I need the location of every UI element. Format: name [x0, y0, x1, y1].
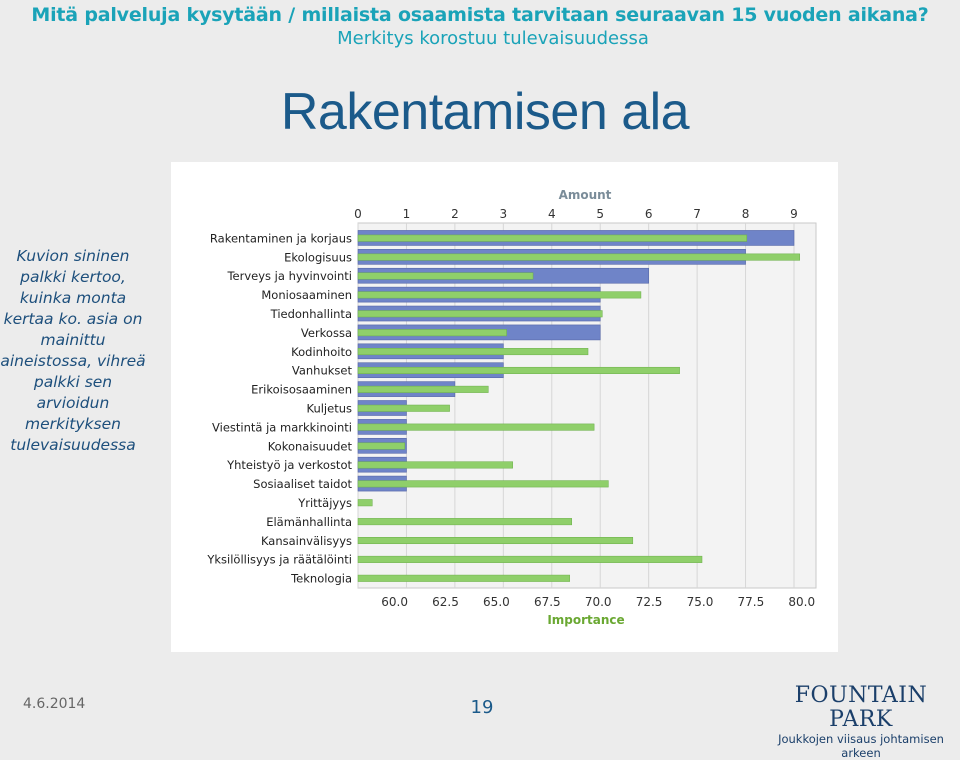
importance-bar — [358, 518, 572, 525]
importance-bar — [358, 386, 488, 393]
importance-bar — [358, 292, 641, 299]
category-label: Yrittäjyys — [298, 495, 352, 510]
category-label: Rakentaminen ja korjaus — [209, 231, 352, 246]
importance-bar — [358, 537, 633, 544]
category-label: Moniosaaminen — [261, 288, 352, 303]
importance-bar — [358, 348, 588, 355]
category-label: Sosiaaliset taidot — [253, 477, 352, 492]
category-label: Kodinhoito — [291, 344, 352, 359]
bottom-tick-label: 60.0 — [381, 595, 408, 609]
footer-date: 4.6.2014 — [23, 696, 86, 712]
importance-bar — [358, 556, 702, 563]
category-label: Kansainvälisyys — [260, 533, 352, 548]
category-label: Teknologia — [291, 571, 352, 586]
top-tick-label: 5 — [596, 207, 605, 221]
brand-logo — [766, 684, 956, 760]
bottom-tick-label: 72.5 — [635, 595, 663, 609]
brand-name: FOUNTAIN PARK — [794, 683, 928, 732]
top-tick-label: 6 — [644, 207, 653, 221]
bottom-tick-label: 75.0 — [686, 595, 714, 609]
bottom-tick-label: 80.0 — [788, 595, 816, 609]
bottom-tick-label: 62.5 — [432, 595, 459, 609]
brand-tagline: Joukkojen viisaus johtamisen arkeen — [778, 732, 944, 760]
importance-bar — [358, 462, 513, 469]
top-tick-label: 9 — [790, 207, 798, 221]
importance-bar — [358, 499, 372, 506]
category-label: Kokonaisuudet — [267, 439, 352, 454]
top-tick-label: 1 — [402, 207, 411, 221]
category-label: Verkossa — [300, 325, 352, 340]
importance-bar — [358, 273, 533, 280]
importance-bar — [358, 405, 450, 412]
importance-bar — [358, 329, 507, 336]
category-label: Tiedonhallinta — [270, 307, 352, 322]
importance-bar — [358, 424, 594, 431]
importance-bar — [358, 575, 570, 582]
bottom-tick-label: 67.5 — [533, 595, 561, 609]
importance-bar — [358, 367, 680, 374]
top-tick-label: 2 — [451, 207, 459, 221]
importance-bar — [358, 235, 747, 242]
category-label: Terveys ja hyvinvointi — [227, 269, 352, 284]
top-axis-title: Amount — [558, 188, 612, 202]
category-label: Elämänhallinta — [266, 514, 352, 529]
top-tick-label: 4 — [547, 207, 556, 221]
importance-bar — [358, 443, 405, 450]
category-label: Viestintä ja markkinointi — [212, 420, 352, 435]
importance-bar — [358, 254, 800, 261]
slide-question: Mitä palveluja kysytään / millaista osaamista tarvitaan seuraavan 15 vuoden aikana? — [31, 4, 929, 26]
bottom-tick-label: 77.5 — [737, 595, 765, 609]
category-label: Kuljetus — [306, 401, 352, 416]
category-label: Ekologisuus — [284, 250, 352, 265]
bottom-tick-label: 65.0 — [483, 595, 510, 609]
top-tick-label: 0 — [354, 207, 362, 221]
category-label: Erikoisosaaminen — [251, 382, 352, 397]
side-note: Kuvion sininen palkki kertoo, kuinka monta kertaa ko. asia on mainittu aineistossa, vihreä palkki sen arvioidun merkityksen tulevaisuudessa — [0, 247, 146, 454]
top-tick-label: 8 — [741, 207, 750, 221]
category-label: Yksilöllisyys ja räätälöinti — [207, 552, 352, 567]
bottom-tick-label: 70.0 — [584, 595, 612, 609]
slide-title: Rakentamisen ala — [280, 83, 690, 141]
top-tick-label: 7 — [693, 207, 701, 221]
importance-bar — [358, 311, 602, 318]
category-label: Vanhukset — [291, 363, 352, 378]
importance-bar — [358, 481, 608, 488]
bottom-axis-title: Importance — [547, 613, 625, 627]
top-tick-label: 3 — [499, 207, 508, 221]
category-label: Yhteistyö ja verkostot — [227, 458, 352, 473]
chart-svg — [171, 162, 838, 652]
page-number: 19 — [470, 697, 494, 718]
slide-subtitle: Merkitys korostuu tulevaisuudessa — [337, 28, 649, 49]
chart-panel — [171, 162, 838, 652]
